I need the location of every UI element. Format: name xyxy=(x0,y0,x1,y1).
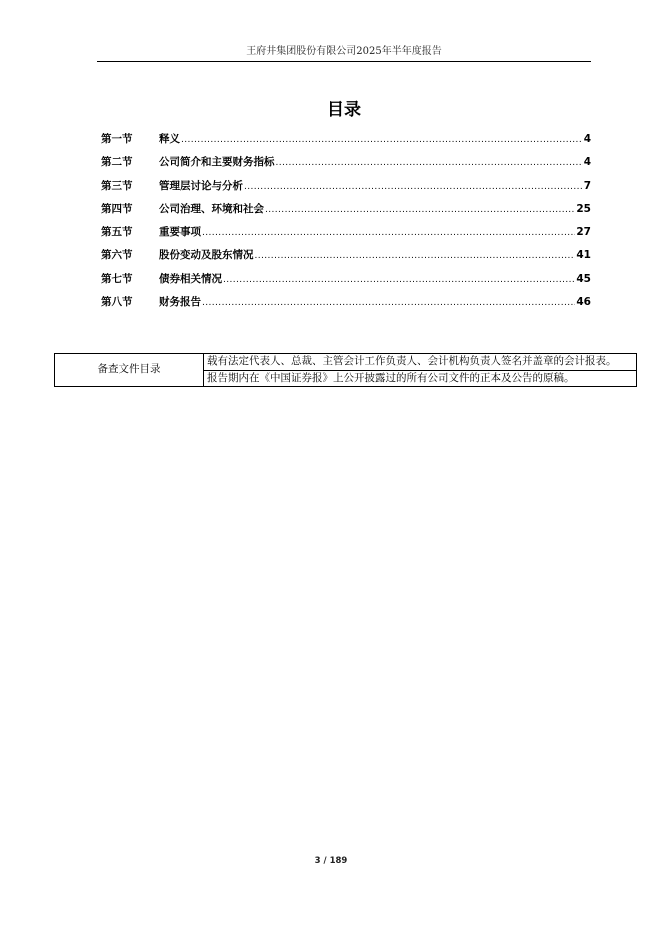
toc-dot-leader xyxy=(276,156,583,170)
toc-entry[interactable] xyxy=(101,272,591,295)
toc-section-title[interactable]: 债券相关情况 xyxy=(159,272,222,285)
page-number-footer: 3 / 189 xyxy=(314,856,348,866)
table-of-contents xyxy=(101,132,591,318)
reference-document-item: 载有法定代表人、总裁、主管会计工作负责人、会计机构负责人签名并盖章的会计报表。 xyxy=(204,354,637,371)
reference-document-item: 报告期内在《中国证券报》上公开披露过的所有公司文件的正本及公告的原稿。 xyxy=(204,370,637,387)
table-row xyxy=(55,354,637,371)
toc-dot-leader xyxy=(265,203,575,217)
toc-entry[interactable] xyxy=(101,225,591,248)
toc-dot-leader xyxy=(181,133,583,147)
toc-dot-leader xyxy=(202,296,575,310)
toc-section-number: 第二节 xyxy=(101,156,133,169)
toc-entry[interactable] xyxy=(101,132,591,155)
toc-page-number[interactable]: 4 xyxy=(583,156,591,169)
toc-page-number[interactable]: 46 xyxy=(576,296,591,309)
reference-documents-table xyxy=(54,353,637,387)
toc-page-number[interactable]: 27 xyxy=(576,226,591,239)
toc-section-number: 第五节 xyxy=(101,226,133,239)
toc-section-title[interactable]: 财务报告 xyxy=(159,296,201,309)
toc-section-number: 第一节 xyxy=(101,133,133,145)
toc-section-number: 第三节 xyxy=(101,179,133,192)
toc-page-number[interactable]: 41 xyxy=(576,249,591,262)
reference-documents-label: 备查文件目录 xyxy=(55,354,204,387)
toc-page-number[interactable]: 45 xyxy=(576,272,591,285)
toc-section-title[interactable]: 公司简介和主要财务指标 xyxy=(159,156,275,169)
toc-entry[interactable] xyxy=(101,202,591,225)
toc-title: 目录 xyxy=(327,100,361,120)
toc-dot-leader xyxy=(244,180,583,194)
toc-section-title[interactable]: 释义 xyxy=(159,133,180,145)
toc-entry[interactable] xyxy=(101,295,591,318)
toc-page-number[interactable]: 4 xyxy=(583,133,591,145)
toc-page-number[interactable]: 25 xyxy=(576,202,591,215)
toc-entry[interactable] xyxy=(101,248,591,271)
page-header: 王府井集团股份有限公司2025年半年度报告 xyxy=(246,46,442,57)
toc-dot-leader xyxy=(255,249,576,263)
toc-dot-leader xyxy=(202,226,575,240)
toc-entry[interactable] xyxy=(101,179,591,202)
toc-section-number: 第四节 xyxy=(101,202,133,215)
toc-dot-leader xyxy=(223,273,575,287)
toc-section-number: 第六节 xyxy=(101,249,133,262)
toc-section-number: 第八节 xyxy=(101,296,133,309)
toc-section-title[interactable]: 公司治理、环境和社会 xyxy=(159,202,264,215)
toc-section-title[interactable]: 重要事项 xyxy=(159,226,201,239)
toc-entry[interactable] xyxy=(101,155,591,178)
toc-page-number[interactable]: 7 xyxy=(583,179,591,192)
toc-section-number: 第七节 xyxy=(101,272,133,285)
toc-section-title[interactable]: 股份变动及股东情况 xyxy=(159,249,254,262)
toc-section-title[interactable]: 管理层讨论与分析 xyxy=(159,179,243,192)
header-divider xyxy=(97,61,591,62)
